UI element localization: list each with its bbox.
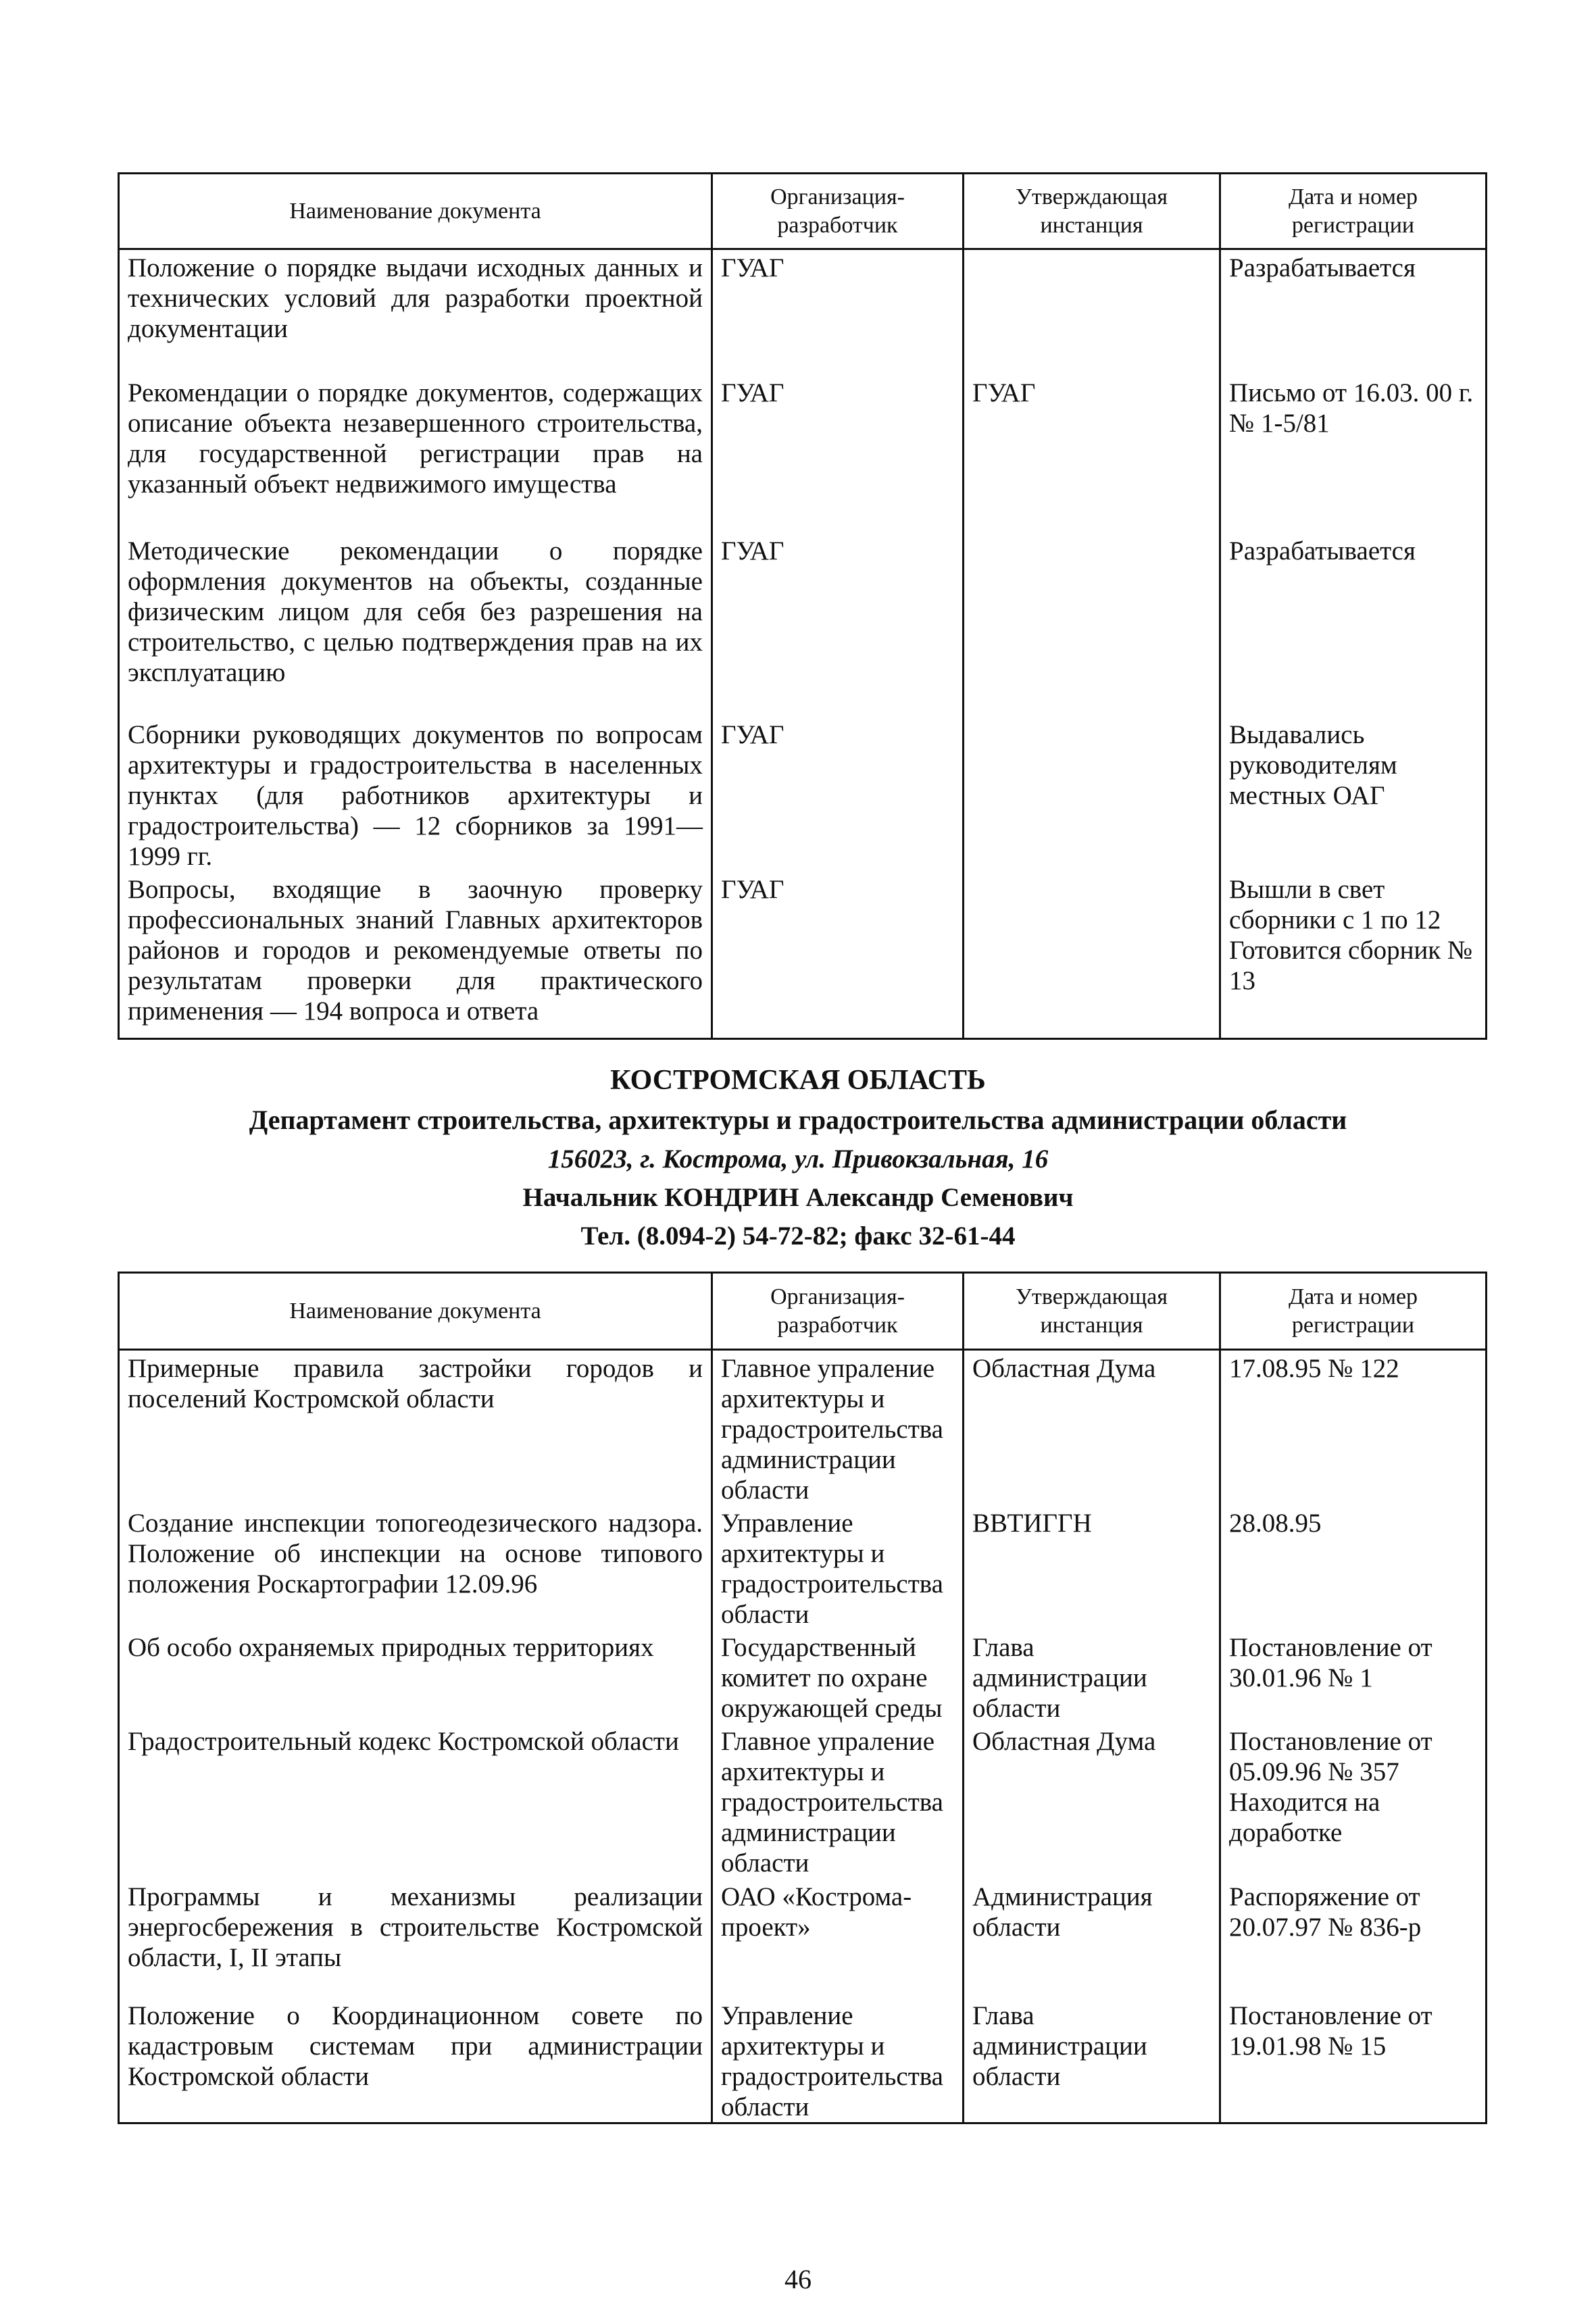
cell-registration: 28.08.95 — [1220, 1505, 1487, 1630]
cell-developer-org: ГУАГ — [712, 375, 964, 533]
region-title: КОСТРОМСКАЯ ОБЛАСТЬ — [610, 1065, 986, 1096]
cell-registration: Постановление от 30.01.96 № 1 — [1220, 1630, 1487, 1724]
cell-registration: Письмо от 16.03. 00 г. № 1-5/81 — [1220, 375, 1487, 533]
cell-approving-authority: ВВТИГГН — [964, 1505, 1220, 1630]
cell-registration: 17.08.95 № 122 — [1220, 1350, 1487, 1506]
cell-document-name: Положение о Координационном совете по кадастровым системам при администрации Костромской области — [119, 1998, 712, 2123]
cell-developer-org: ГУАГ — [712, 872, 964, 1039]
header-developer-org: Организация-разработчик — [712, 1273, 964, 1350]
cell-document-name: Об особо охраняемых природных территориях — [119, 1630, 712, 1724]
cell-approving-authority: Областная Дума — [964, 1724, 1220, 1879]
table-row — [119, 1505, 1487, 1630]
table-row — [119, 375, 1487, 533]
cell-document-name: Градостроительный кодекс Костромской области — [119, 1724, 712, 1879]
cell-document-name: Вопросы, входящие в заочную проверку профессиональных знаний Главных архитекторов районов и городов и рекомендуемые ответы по результатам проверки для практического применения — 194 вопроса и ответа — [119, 872, 712, 1039]
table-row — [119, 1724, 1487, 1879]
cell-developer-org: Государственный комитет по охране окружающей среды — [712, 1630, 964, 1724]
cell-developer-org: Главное упраление архитектуры и градостроительства администрации области — [712, 1350, 964, 1506]
cell-approving-authority — [964, 533, 1220, 717]
page-number: 46 — [784, 2264, 812, 2294]
table-row — [119, 1998, 1487, 2123]
header-registration: Дата и номер регистрации — [1220, 1273, 1487, 1350]
table-row — [119, 533, 1487, 717]
documents-table-2 — [118, 1272, 1487, 2124]
cell-document-name: Программы и механизмы реализации энергосбережения в строительстве Костромской области, I, II этапы — [119, 1879, 712, 1998]
cell-approving-authority: Глава администрации области — [964, 1630, 1220, 1724]
header-approving-authority: Утверждающая инстанция — [964, 174, 1220, 249]
cell-developer-org: ГУАГ — [712, 533, 964, 717]
table-row — [119, 717, 1487, 872]
cell-registration: Разрабатывается — [1220, 249, 1487, 375]
cell-approving-authority — [964, 872, 1220, 1039]
table-row — [119, 249, 1487, 375]
cell-developer-org: Главное упраление архитектуры и градостроительства администрации области — [712, 1724, 964, 1879]
table-row — [119, 872, 1487, 1039]
table-row — [119, 1879, 1487, 1998]
cell-developer-org: Управление архитектуры и градостроительства области — [712, 1505, 964, 1630]
department-address: 156023, г. Кострома, ул. Привокзальная, 16 — [547, 1145, 1049, 1174]
cell-document-name: Рекомендации о порядке документов, содержащих описание объекта незавершенного строительства, для государственной регистрации прав на указанный объект недвижимого имущества — [119, 375, 712, 533]
cell-developer-org: Управление архитектуры и градостроительства области — [712, 1998, 964, 2123]
cell-approving-authority: Глава администрации области — [964, 1998, 1220, 2123]
cell-registration: Разрабатывается — [1220, 533, 1487, 717]
cell-document-name: Методические рекомендации о порядке оформления документов на объекты, созданные физическим лицом для себя без разрешения на строительство, с целью подтверждения прав на их эксплуатацию — [119, 533, 712, 717]
cell-developer-org: ОАО «Кострома-проект» — [712, 1879, 964, 1998]
table-header-row — [119, 1273, 1487, 1350]
department-head: Начальник КОНДРИН Александр Семенович — [522, 1183, 1074, 1212]
cell-document-name: Положение о порядке выдачи исходных данных и технических условий для разработки проектной документации — [119, 249, 712, 375]
cell-approving-authority: ГУАГ — [964, 375, 1220, 533]
cell-document-name: Примерные правила застройки городов и поселений Костромской области — [119, 1350, 712, 1506]
cell-developer-org: ГУАГ — [712, 717, 964, 872]
cell-registration: Постановление от 05.09.96 № 357 Находится на доработке — [1220, 1724, 1487, 1879]
table-header-row — [119, 174, 1487, 249]
table-row — [119, 1630, 1487, 1724]
cell-registration: Выдавались руководителям местных ОАГ — [1220, 717, 1487, 872]
cell-registration: Вышли в свет сборники с 1 по 12 Готовится сборник № 13 — [1220, 872, 1487, 1039]
department-name: Департамент строительства, архитектуры и градостроительства администрации области — [249, 1105, 1347, 1135]
cell-approving-authority: Областная Дума — [964, 1350, 1220, 1506]
documents-table-1 — [118, 172, 1487, 1040]
cell-approving-authority — [964, 249, 1220, 375]
department-phone: Тел. (8.094-2) 54-72-82; факс 32-61-44 — [580, 1222, 1016, 1251]
cell-document-name: Создание инспекции топогеодезического надзора. Положение об инспекции на основе типового положения Роскартографии 12.09.96 — [119, 1505, 712, 1630]
cell-document-name: Сборники руководящих документов по вопросам архитектуры и градостроительства в населенных пунктах (для работников архитектуры и градостроительства) — 12 сборников за 1991—1999 гг. — [119, 717, 712, 872]
table-row — [119, 1350, 1487, 1506]
cell-registration: Постановление от 19.01.98 № 15 — [1220, 1998, 1487, 2123]
header-document-name: Наименование документа — [119, 1273, 712, 1350]
cell-developer-org: ГУАГ — [712, 249, 964, 375]
cell-approving-authority — [964, 717, 1220, 872]
cell-registration: Распоряжение от 20.07.97 № 836-р — [1220, 1879, 1487, 1998]
header-developer-org: Организация-разработчик — [712, 174, 964, 249]
header-document-name: Наименование документа — [119, 174, 712, 249]
header-registration: Дата и номер регистрации — [1220, 174, 1487, 249]
header-approving-authority: Утверждающая инстанция — [964, 1273, 1220, 1350]
cell-approving-authority: Администрация области — [964, 1879, 1220, 1998]
